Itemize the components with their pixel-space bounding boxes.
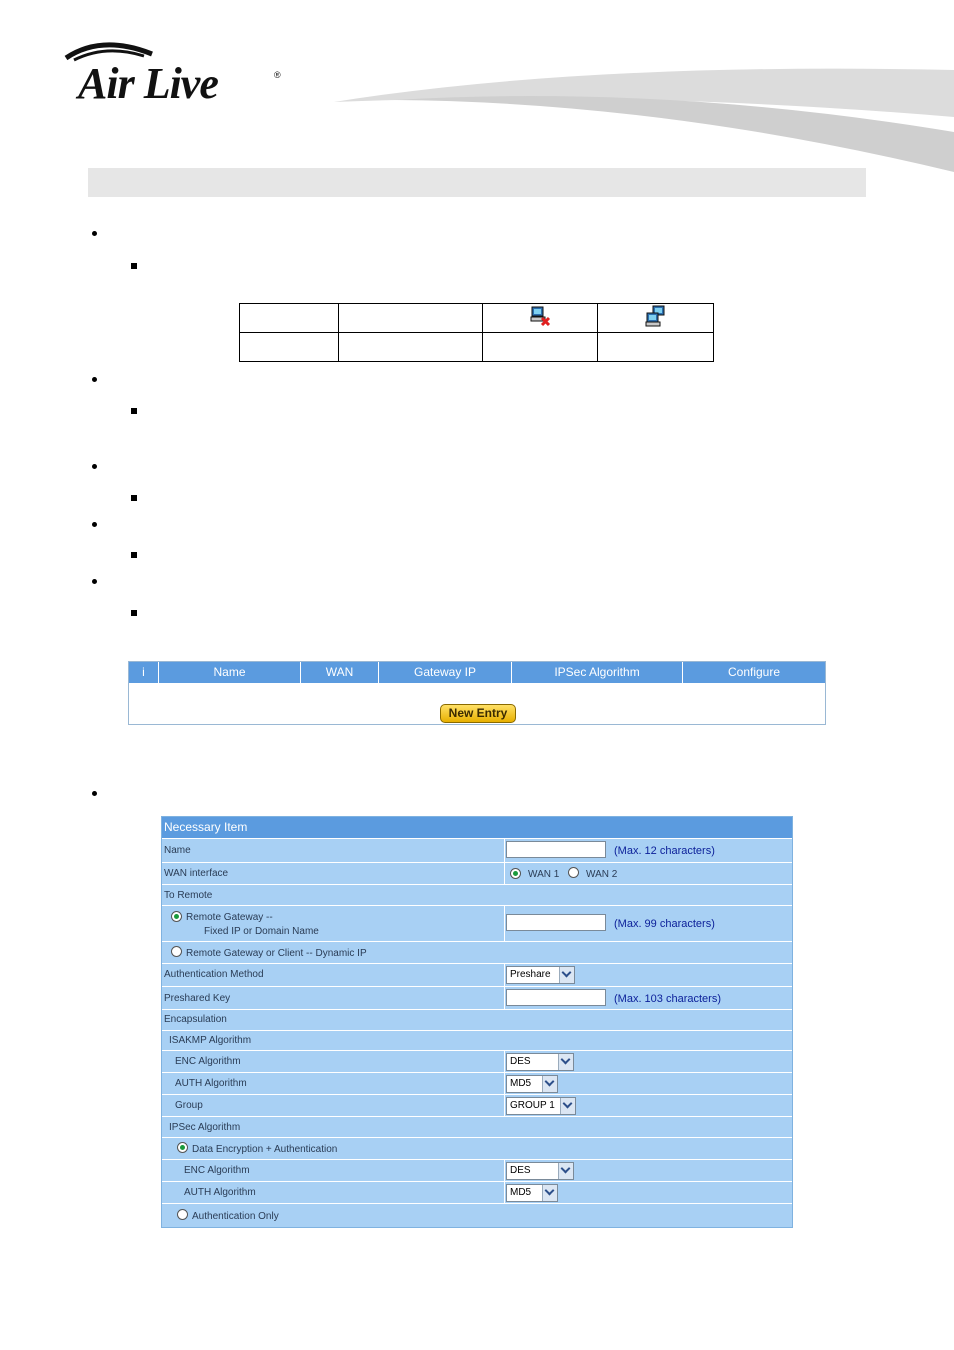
column-index: i (129, 662, 159, 683)
form-row-remote-gateway-fixed (162, 905, 792, 941)
ipsec-algorithm-label: IPSec Algorithm (169, 1122, 241, 1133)
form-row-data-enc-auth (162, 1137, 792, 1159)
auth-method-label: Authentication Method (164, 969, 264, 980)
new-entry-button[interactable]: New Entry (440, 704, 516, 723)
remote-gateway-fixed-sublabel: Fixed IP or Domain Name (204, 926, 319, 937)
column-wan: WAN (301, 662, 379, 683)
encapsulation-label: Encapsulation (164, 1014, 227, 1025)
auth-only-label: Authentication Only (192, 1211, 279, 1222)
section-title-bar (88, 168, 866, 197)
table-row (240, 333, 714, 362)
wan-interface-label: WAN interface (164, 868, 229, 879)
square-bullet-icon (130, 609, 138, 617)
airlive-logo (62, 40, 292, 112)
remote-gateway-input[interactable] (506, 914, 606, 931)
remote-gateway-fixed-radio[interactable] (171, 911, 182, 922)
form-row-name (162, 838, 792, 862)
chevron-down-icon (542, 1185, 557, 1201)
form-row-isakmp-auth (162, 1072, 792, 1094)
form-header: Necessary Item (162, 817, 792, 838)
column-gateway-ip: Gateway IP (379, 662, 512, 683)
isakmp-auth-label: AUTH Algorithm (175, 1078, 247, 1089)
logo-registered-mark: ® (274, 70, 281, 80)
chevron-down-icon (542, 1076, 557, 1092)
square-bullet-icon (130, 551, 138, 559)
isakmp-enc-label: ENC Algorithm (175, 1056, 241, 1067)
isakmp-label: ISAKMP Algorithm (169, 1035, 252, 1046)
isakmp-auth-select[interactable]: MD5 (506, 1075, 558, 1093)
column-ipsec-algorithm: IPSec Algorithm (512, 662, 683, 683)
bullet-icon (91, 521, 99, 529)
square-bullet-icon (130, 494, 138, 502)
form-row-isakmp-enc (162, 1050, 792, 1072)
bullet-icon (91, 463, 99, 471)
chevron-down-icon (558, 1054, 573, 1070)
form-row-group (162, 1094, 792, 1116)
column-configure: Configure (727, 665, 781, 679)
remote-gateway-dynamic-radio[interactable] (171, 946, 182, 957)
group-select[interactable]: GROUP 1 (506, 1097, 576, 1115)
name-hint: (Max. 12 characters) (614, 845, 715, 857)
preshared-key-input[interactable] (506, 989, 606, 1006)
name-input[interactable] (506, 841, 606, 858)
ipsec-enc-select[interactable]: DES (506, 1162, 574, 1180)
isakmp-enc-select[interactable]: DES (506, 1053, 574, 1071)
auth-method-select[interactable]: Preshare (506, 966, 575, 984)
disconnected-computer-icon (529, 305, 551, 327)
name-label: Name (164, 845, 191, 856)
bullet-icon (91, 376, 99, 384)
to-remote-label: To Remote (164, 890, 213, 901)
group-label: Group (175, 1100, 203, 1111)
form-row-remote-gateway-dynamic (162, 941, 792, 963)
wan1-label: WAN 1 (528, 869, 560, 880)
status-legend-table (239, 303, 714, 362)
chevron-down-icon (559, 967, 574, 983)
auth-only-radio[interactable] (177, 1209, 188, 1220)
square-bullet-icon (130, 262, 138, 270)
chevron-down-icon (558, 1163, 573, 1179)
bullet-icon (91, 578, 99, 586)
ipsec-auth-label: AUTH Algorithm (184, 1187, 256, 1198)
bullet-icon (91, 230, 99, 238)
form-row-isakmp (162, 1030, 792, 1050)
ipsec-tunnel-list (128, 661, 826, 725)
square-bullet-icon (130, 407, 138, 415)
form-row-wan-interface (162, 862, 792, 884)
header-swoosh-decoration (334, 62, 954, 182)
wan2-label: WAN 2 (586, 869, 618, 880)
data-enc-auth-label: Data Encryption + Authentication (192, 1144, 338, 1155)
wan1-radio[interactable] (510, 868, 521, 879)
data-enc-auth-radio[interactable] (177, 1142, 188, 1153)
form-row-auth-method (162, 963, 792, 986)
logo-text: Air Live (78, 59, 218, 108)
form-row-auth-only (162, 1203, 792, 1227)
preshared-key-label: Preshared Key (164, 993, 231, 1004)
form-row-ipsec-algorithm (162, 1116, 792, 1137)
wan2-radio[interactable] (568, 867, 579, 878)
remote-gateway-fixed-label: Remote Gateway -- (186, 912, 273, 923)
column-name: Name (159, 662, 301, 683)
form-row-ipsec-enc (162, 1159, 792, 1181)
remote-gateway-hint: (Max. 99 characters) (614, 918, 715, 930)
form-row-encapsulation (162, 1009, 792, 1030)
chevron-down-icon (560, 1098, 575, 1114)
table-row (240, 304, 714, 333)
form-row-ipsec-auth (162, 1181, 792, 1203)
bullet-icon (91, 790, 99, 798)
ipsec-list-header (129, 662, 825, 683)
form-row-preshared-key (162, 986, 792, 1009)
ipsec-auth-select[interactable]: MD5 (506, 1184, 558, 1202)
preshared-key-hint: (Max. 103 characters) (614, 993, 721, 1005)
ipsec-enc-label: ENC Algorithm (184, 1165, 250, 1176)
remote-gateway-dynamic-label: Remote Gateway or Client -- Dynamic IP (186, 948, 367, 959)
connected-computers-icon (645, 305, 667, 327)
ipsec-new-entry-form (161, 816, 793, 1228)
form-row-to-remote (162, 884, 792, 905)
